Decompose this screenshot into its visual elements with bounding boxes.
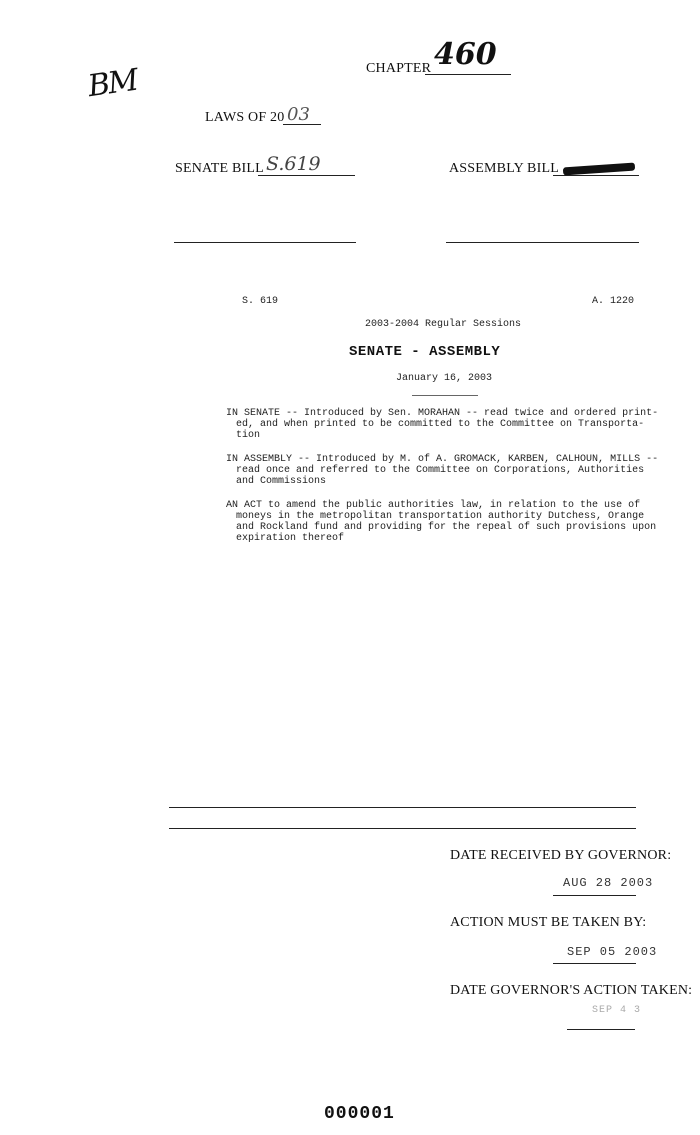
action-deadline-stamp: SEP 05 2003 [567,945,658,959]
assembly-introduction [226,454,662,487]
senate-intro-rest: ed, and when printed to be committed to the Committee on Transporta- tion [236,419,645,441]
footer-rule-bottom [169,828,636,829]
redaction-scribble [563,162,635,175]
assembly-bill-number: A. 1220 [592,296,635,307]
assembly-intro-rest: read once and referred to the Committee on Corporations, Authorities and Commissions [236,465,645,487]
action-taken-underline [567,1029,635,1030]
blank-line-right [446,242,639,243]
chapter-underline [425,74,511,75]
senate-intro-line1: IN SENATE -- Introduced by Sen. MORAHAN -- read twice and ordered print- [226,408,659,419]
date-underline [412,395,478,396]
footer-rule-top [169,807,636,808]
blank-line-left [174,242,356,243]
action-deadline-underline [553,963,636,964]
act-line1: AN ACT to amend the public authorities law, in relation to the use of [226,500,641,511]
bill-date: January 16, 2003 [396,373,493,384]
date-received-stamp: AUG 28 2003 [563,876,654,890]
date-received-underline [553,895,636,896]
chapter-label: CHAPTER [366,61,432,76]
laws-label: LAWS OF 20 [205,110,285,125]
act-description [226,500,662,544]
senate-bill-label: SENATE BILL [175,161,264,176]
laws-year-handwritten: 03 [287,104,310,125]
assembly-intro-line1: IN ASSEMBLY -- Introduced by M. of A. GROMACK, KARBEN, CALHOUN, MILLS -- [226,454,659,465]
bill-title: SENATE - ASSEMBLY [349,344,501,360]
act-rest: moneys in the metropolitan transportation authority Dutchess, Orange and Rockland fund and providing for the repeal of such provisions upon expiration thereof [236,511,657,544]
date-received-label: DATE RECEIVED BY GOVERNOR: [450,848,672,863]
session-text: 2003-2004 Regular Sessions [365,319,522,330]
action-taken-stamp: SEP 4 3 [592,1005,642,1016]
senate-bill-number: S. 619 [242,296,279,307]
handwritten-initials: BM [85,62,139,105]
page-number: 000001 [324,1104,395,1124]
senate-bill-number-handwritten: S.619 [266,153,321,175]
action-deadline-label: ACTION MUST BE TAKEN BY: [450,915,647,930]
senate-introduction [226,408,662,441]
senate-bill-underline [258,175,355,176]
assembly-bill-label: ASSEMBLY BILL [449,161,559,176]
chapter-number-handwritten: 460 [434,37,497,72]
action-taken-label: DATE GOVERNOR'S ACTION TAKEN: [450,983,693,998]
